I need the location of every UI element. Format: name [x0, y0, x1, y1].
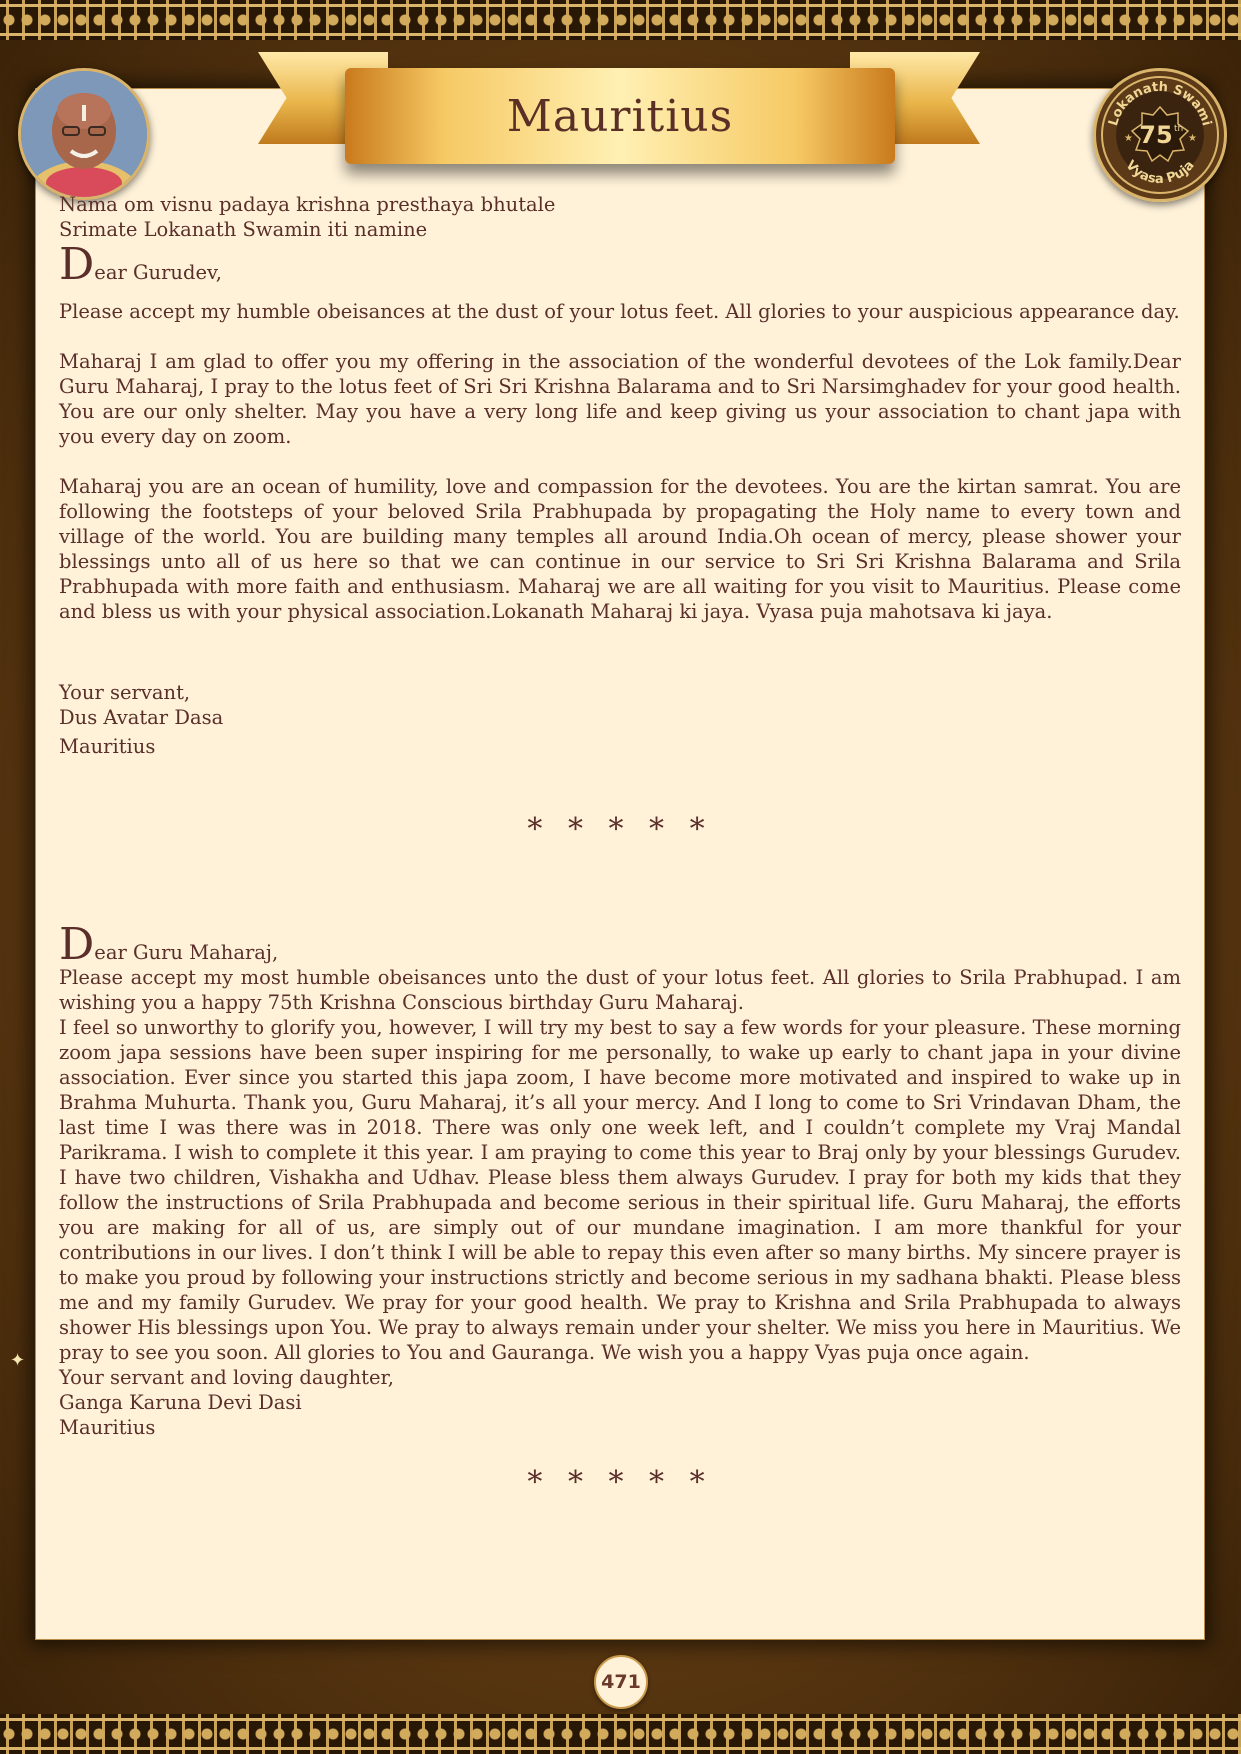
- letter1-paragraph-1: Please accept my humble obeisances at the dust of your lotus feet. All glories to your auspicious appearance day.: [59, 300, 1180, 323]
- letter2-paragraph-2: I feel so unworthy to glorify you, however, I will try my best to say a few words for your pleasure. These morning zoom japa sessions have been super inspiring for me personally, to wake up early to chant japa in your divine association. Ever since you started this japa zoom, I have become more motivated and inspired to wake up in Brahma Muhurta. Thank you, Guru Maharaj, it’s all your mercy. And I long to come to Sri Vrindavan Dham, the last time I was there was in 2018. There was only one week left, and I couldn’t complete my Vraj Mandal Parikrama. I wish to complete it this year. I am praying to come this year to Braj only by your blessings Gurudev. I have two children, Vishakha and Udhav. Please bless them always Gurudev. I pray for both my kids that they follow the instructions of Srila Prabhupada and become serious in their spiritual life. Guru Maharaj, the efforts you are making for all of us, are simply out of our mundane imagination. I am more thankful for your contributions in our lives. I don’t think I will be able to repay this even after so many births. My sincere prayer is to make you proud by following your instructions strictly and become serious in my sadhana bhakti. Please bless me and my family Gurudev. We pray for your good health. We pray to Krishna and Srila Prabhupada to always shower His blessings upon You. We pray to always remain under your shelter. We miss you here in Mauritius. We pray to see you soon. All glories to You and Gauranga. We wish you a happy Vyas puja once again.: [59, 1016, 1181, 1364]
- letter1-paragraph-2: Maharaj I am glad to offer you my offering in the association of the wonderful devotees of the Lok family.Dear Guru Maharaj, I pray to the lotus feet of Sri Sri Krishna Balarama and to Sri Narsimghadev for your good health. You are our only shelter. May you have a very long life and keep giving us your association to chant japa with you every day on zoom.: [59, 350, 1181, 448]
- letter1-signature-name: Dus Avatar Dasa: [59, 706, 224, 729]
- letter2-dropcap: D: [59, 919, 95, 970]
- separator-1: * * * * *: [527, 812, 713, 847]
- letter1-salutation: [59, 239, 1181, 290]
- letter1-paragraph-3: Maharaj you are an ocean of humility, love and compassion for the devotees. You are the kirtan samrat. You are following the footsteps of your beloved Srila Prabhupada by propagating the Holy name to every town and village of the world. You are building many temples all around India.Oh ocean of mercy, please shower your blessings unto all of us here so that we can continue in our service to Sri Sri Krishna Balarama and Srila Prabhupada with more faith and enthusiasm. Maharaj we are all waiting for you visit to Mauritius. Please come and bless us with your physical association.Lokanath Maharaj ki jaya. Vyasa puja mahotsava ki jaya.: [59, 475, 1181, 623]
- page-number: 471: [594, 1655, 648, 1709]
- vyasa-puja-75-seal: [1093, 68, 1227, 202]
- seal-suffix: th: [1174, 124, 1184, 134]
- letter2-signature-place: Mauritius: [59, 1416, 156, 1439]
- page-title: Mauritius: [506, 90, 734, 142]
- sparkle-icon: ✦: [10, 1350, 26, 1371]
- letter2-closing: Your servant and loving daughter,: [59, 1366, 394, 1389]
- svg-text:★: ★: [1188, 133, 1197, 144]
- bottom-border: [0, 1714, 1241, 1754]
- letter2-salutation-text: ear Guru Maharaj,: [94, 941, 279, 964]
- letter2-paragraph-1: Please accept my most humble obeisances unto the dust of your lotus feet. All glories to Srila Prabhupad. I am wishing you a happy 75th Krishna Conscious birthday Guru Maharaj.: [59, 966, 1181, 1014]
- letter1-dropcap: D: [59, 239, 95, 290]
- page-content: [59, 192, 1181, 1500]
- seal-line2: Vyasa Puja: [1122, 157, 1198, 188]
- separator-2: * * * * *: [527, 1465, 713, 1500]
- top-border: [0, 0, 1241, 40]
- seal-number: 75: [1139, 121, 1173, 149]
- guru-portrait: [18, 68, 150, 200]
- svg-text:★: ★: [1124, 133, 1133, 144]
- letter1-salutation-text: ear Gurudev,: [94, 261, 222, 284]
- title-ribbon: [345, 68, 895, 164]
- letter2-signature-name: Ganga Karuna Devi Dasi: [59, 1391, 302, 1414]
- mantra-line-1: Nama om visnu padaya krishna presthaya bhutale: [59, 193, 556, 216]
- mantra-line-2: Srimate Lokanath Swamin iti namine: [59, 218, 428, 241]
- letter2-salutation: [59, 919, 1181, 970]
- letter1-closing: Your servant,: [59, 681, 191, 704]
- letter1-signature-place: Mauritius: [59, 735, 156, 758]
- seal-line1: Lokanath Swami: [1106, 79, 1214, 128]
